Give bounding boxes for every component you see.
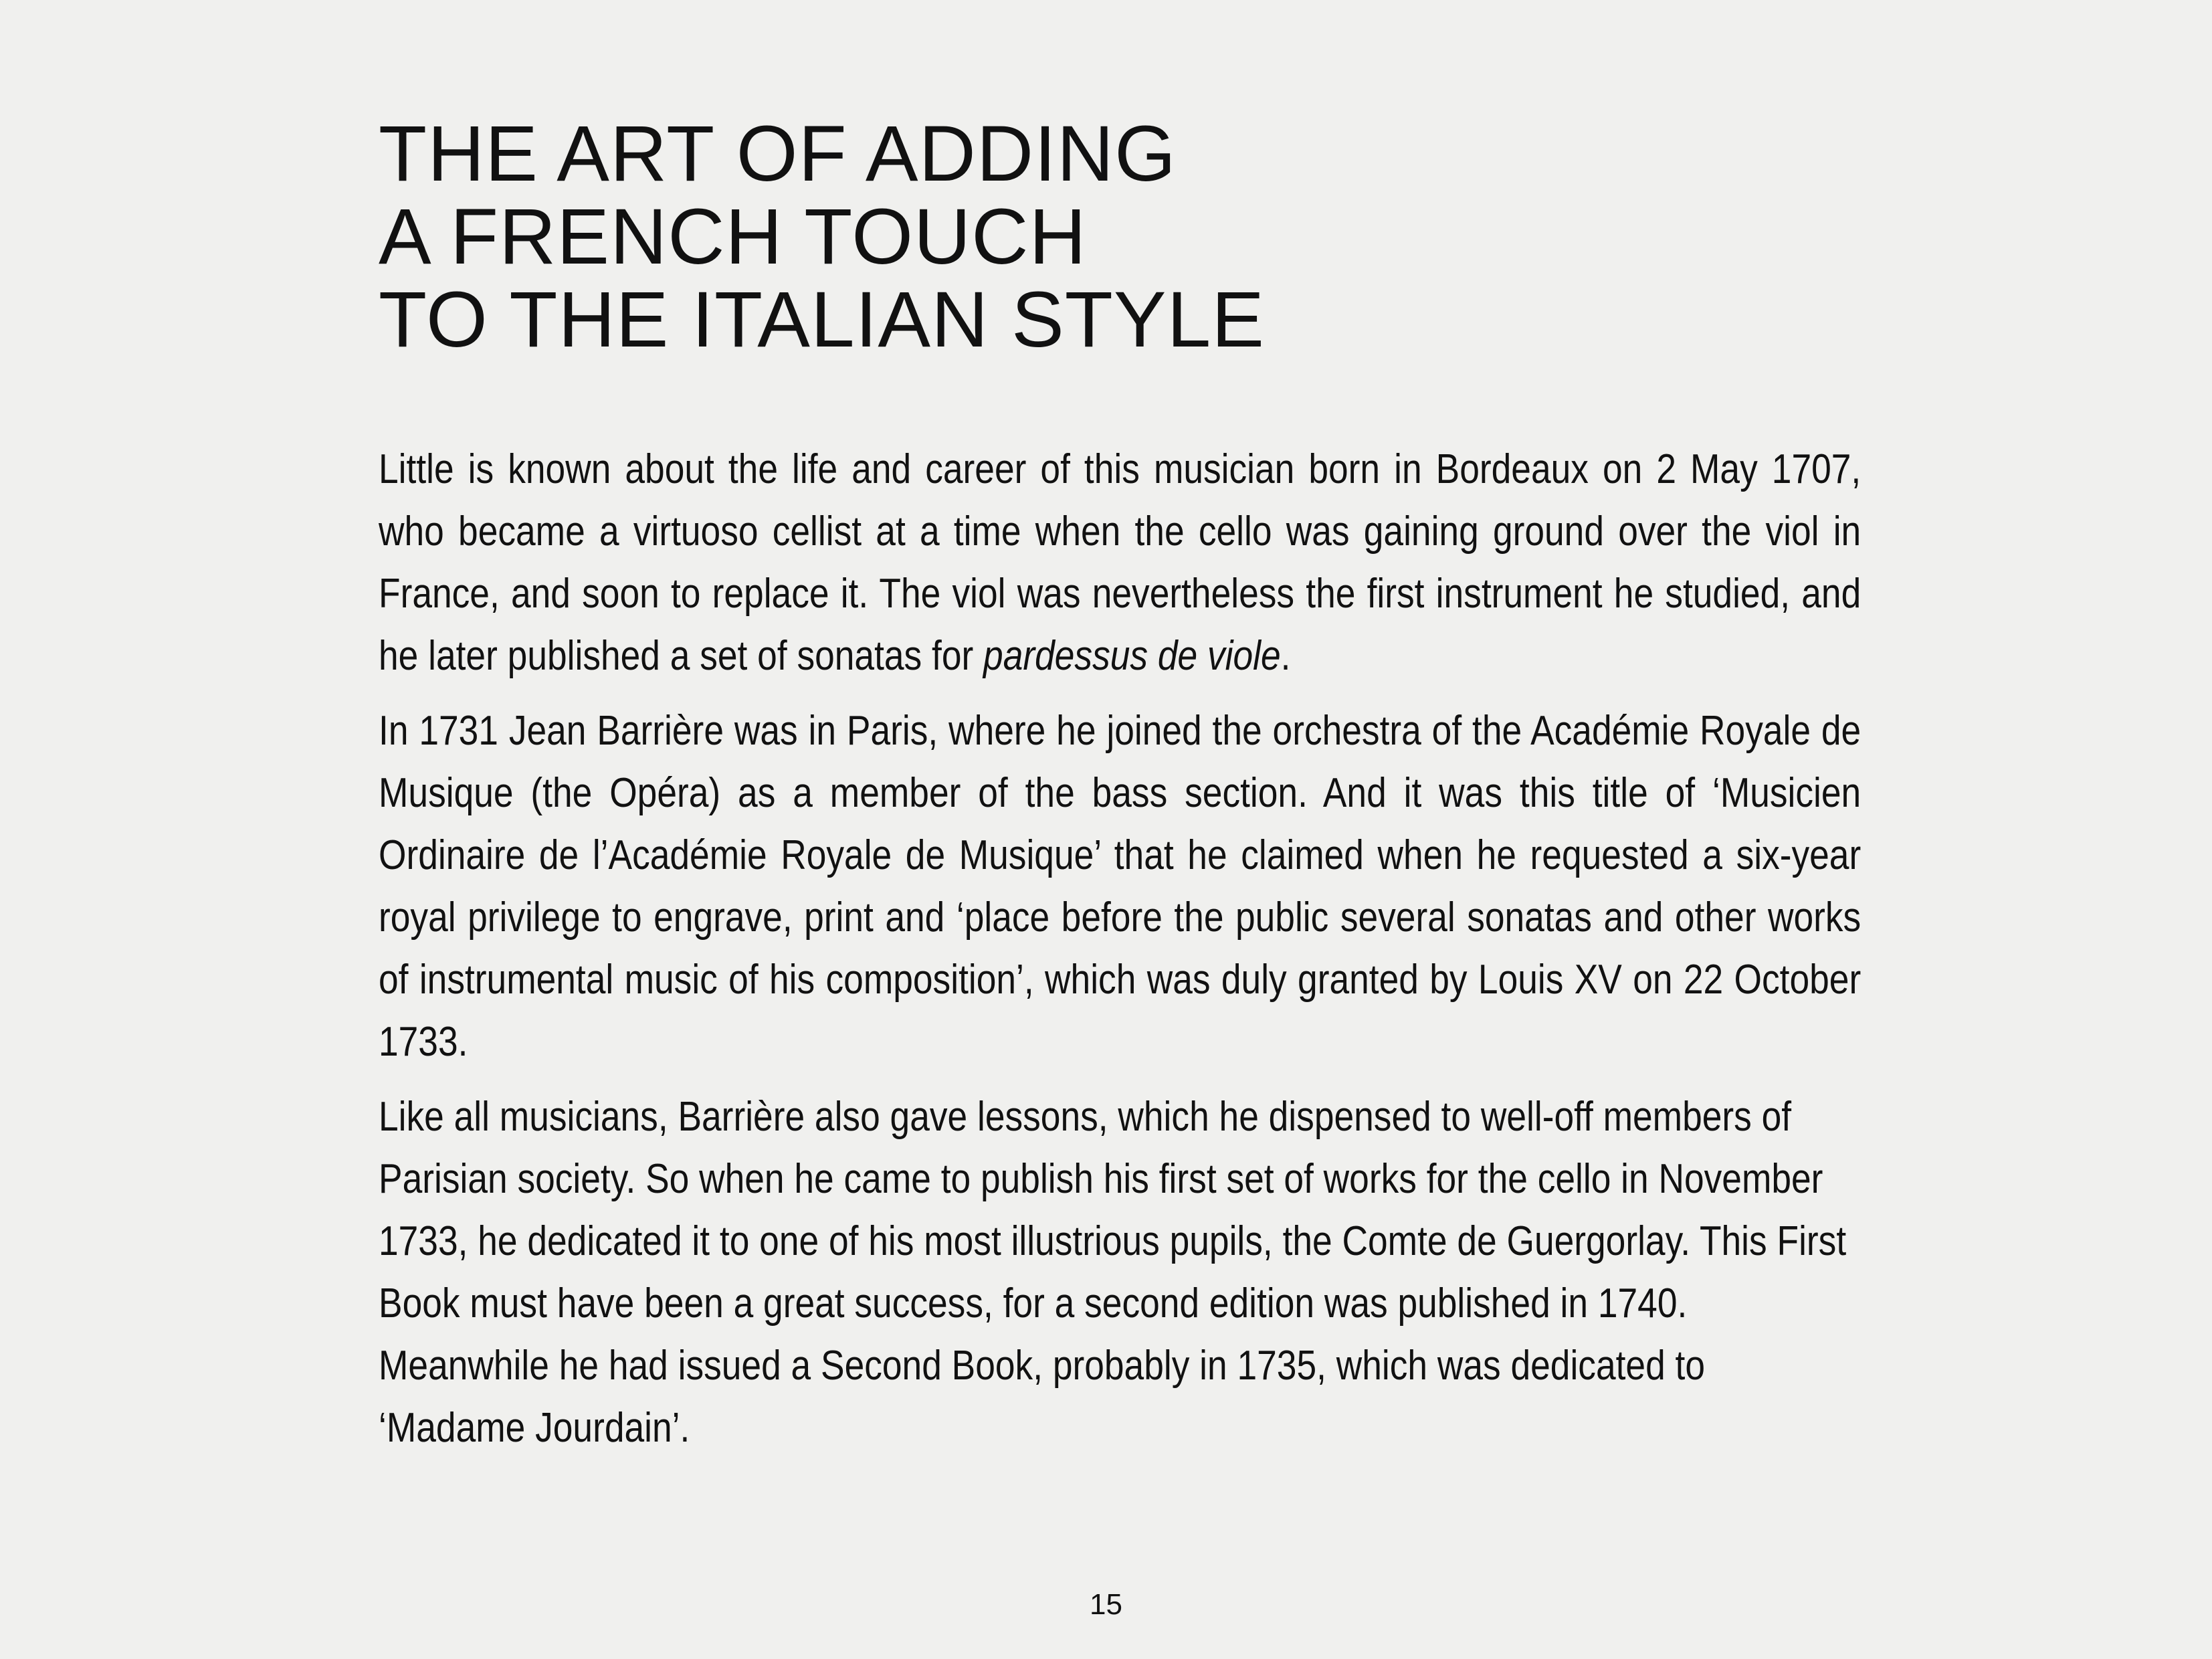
paragraph-1-end: .	[1280, 633, 1291, 679]
title-line-3: TO THE ITALIAN STYLE	[379, 276, 1265, 364]
paragraph-3: Like all musicians, Barrière also gave lessons, which he dispensed to well-off members of Parisian society. So when he came to publish his first set of works for the cello in November 1733, he dedicated it to one of his most illustrious pupils, the Comte de Guergorlay. This First Book must have been a great success, for a second edition was published in 1740. Meanwhile he had issued a Second Book, probably in 1735, which was dedicated to ‘Madame Jourdain’.	[379, 1094, 1847, 1451]
paragraph-2: In 1731 Jean Barrière was in Paris, where he joined the orchestra of the Académie Royale de Musique (the Opéra) as a member of the bass section. And it was this title of ‘Musicien Ordinaire de l’Académie Royale de Musique’ that he claimed when he requested a six-year royal privilege to engrave, print and ‘place before the public several sonatas and other works of instrumental music of his composition’, which was duly granted by Louis XV on 22 October 1733.	[379, 708, 1862, 1065]
page-number: 15	[1090, 1588, 1122, 1621]
paragraph-1-italic-term: pardessus de viole	[983, 633, 1281, 679]
title-line-1: THE ART OF ADDING	[379, 110, 1177, 198]
paragraph-1-text: Little is known about the life and career of this musician born in Bordeaux on 2 May 1707, who became a virtuoso cellist at a time when the cello was gaining ground over the viol in France, and soon to replace it. The viol was nevertheless the first instrument he studied, and he later published a set of sonatas for	[379, 446, 1862, 679]
title-line-2: A FRENCH TOUCH	[379, 193, 1087, 281]
paragraph-1	[379, 438, 1861, 687]
page-title	[379, 110, 1649, 364]
body-text	[379, 438, 1861, 1472]
